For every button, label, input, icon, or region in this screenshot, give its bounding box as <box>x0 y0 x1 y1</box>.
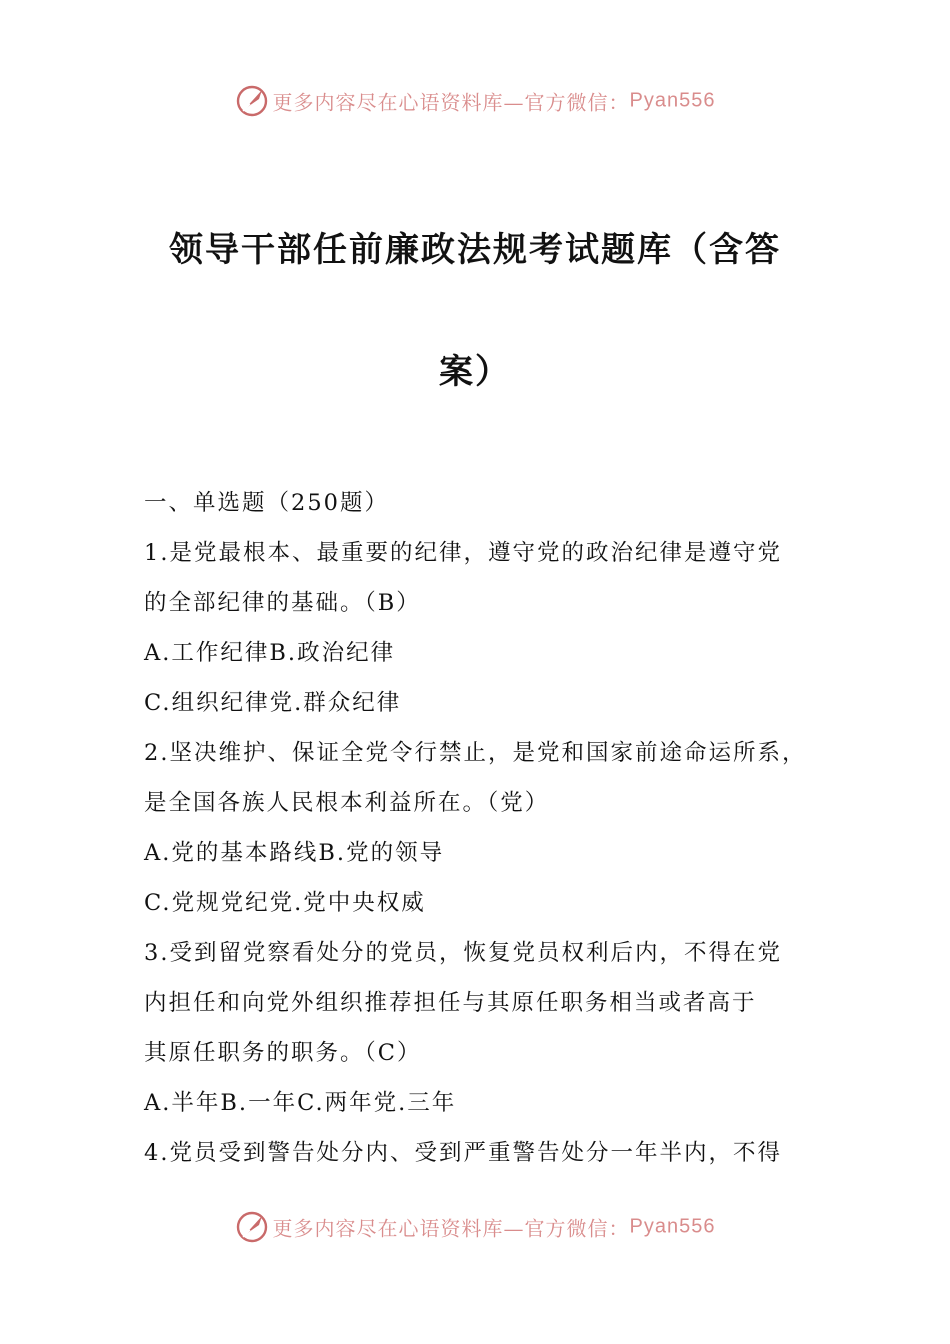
text-line: 2.坚决维护、保证全党令行禁止，是党和国家前途命运所系， <box>144 740 807 766</box>
document-title-line1: 领导干部任前廉政法规考试题库（含答 <box>169 230 781 270</box>
watermark-wechat-id: Pyan556 <box>629 89 716 112</box>
text-line: C.党规党纪党.党中央权威 <box>144 890 426 916</box>
text-line: 1.是党最根本、最重要的纪律，遵守党的政治纪律是遵守党 <box>144 540 782 566</box>
text-line: 4.党员受到警告处分内、受到严重警告处分一年半内，不得 <box>144 1140 782 1166</box>
text-line: 其原任职务的职务。（C） <box>144 1040 422 1066</box>
text-line: C.组织纪律党.群众纪律 <box>144 690 402 716</box>
text-line: 3.受到留党察看处分的党员，恢复党员权利后内，不得在党 <box>144 940 782 966</box>
section-heading: 一、单选题（250题） <box>144 490 389 516</box>
question-body <box>144 478 834 1178</box>
text-line: 内担任和向党外组织推荐担任与其原任职务相当或者高于 <box>144 990 757 1016</box>
document-title-line2: 案） <box>439 352 511 392</box>
text-line: 的全部纪律的基础。（B） <box>144 590 421 616</box>
quill-logo-icon <box>235 84 269 118</box>
header-watermark <box>0 84 950 118</box>
watermark-text: 更多内容尽在心语资料库—官方微信： <box>272 1216 630 1241</box>
text-line: 是全国各族人民根本利益所在。（党） <box>144 790 550 816</box>
text-line: A.党的基本路线B.党的领导 <box>144 840 445 866</box>
text-line: A.工作纪律B.政治纪律 <box>144 640 396 666</box>
text-line: A.半年B.一年C.两年党.三年 <box>144 1090 457 1116</box>
footer-watermark <box>0 1210 950 1244</box>
watermark-wechat-id: Pyan556 <box>629 1215 716 1238</box>
quill-logo-icon <box>235 1210 269 1244</box>
watermark-text: 更多内容尽在心语资料库—官方微信： <box>272 90 630 115</box>
